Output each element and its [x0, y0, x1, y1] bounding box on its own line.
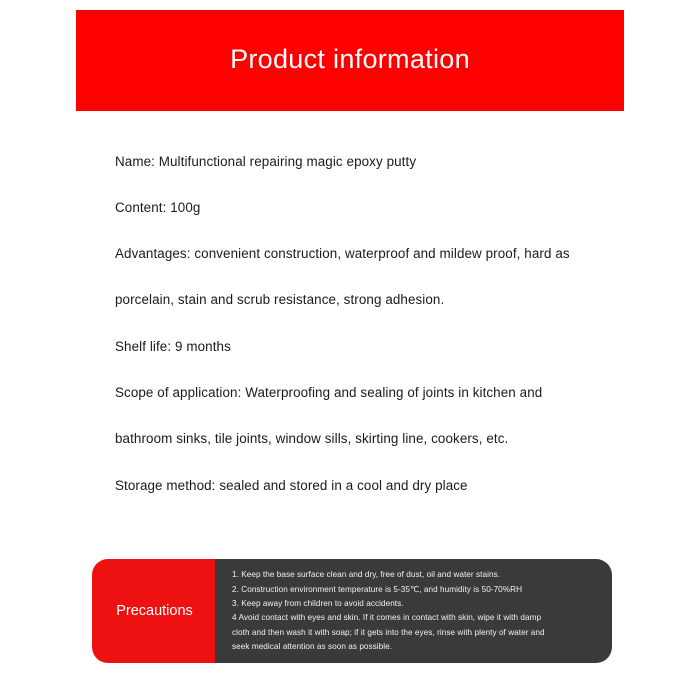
precautions-panel — [92, 559, 612, 663]
info-name-line: Name: Multifunctional repairing magic epoxy putty — [115, 154, 417, 169]
page-title: Product information — [230, 44, 470, 74]
precautions-label-box — [92, 559, 215, 663]
info-storage-line: Storage method: sealed and stored in a cool and dry place — [115, 478, 468, 493]
info-advantages-line-1: Advantages: convenient construction, waterproof and mildew proof, hard as — [115, 246, 570, 261]
info-scope-line-2: bathroom sinks, tile joints, window sills, skirting line, cookers, etc. — [115, 431, 509, 446]
precaution-item-3: 3. Keep away from children to avoid accidents. — [232, 598, 404, 608]
precaution-item-4-line-2: cloth and then wash it with soap; if it gets into the eyes, rinse with plenty of water and — [232, 627, 545, 637]
precaution-item-4-line-3: seek medical attention as soon as possible. — [232, 642, 393, 651]
info-advantages-line-2: porcelain, stain and scrub resistance, strong adhesion. — [115, 292, 445, 307]
precautions-label: Precautions — [116, 603, 193, 619]
precaution-item-1: 1. Keep the base surface clean and dry, free of dust, oil and water stains. — [232, 570, 501, 579]
info-content-line: Content: 100g — [115, 200, 201, 215]
info-scope-line-1: Scope of application: Waterproofing and sealing of joints in kitchen and — [115, 385, 543, 400]
precaution-item-4-line-1: 4 Avoid contact with eyes and skin. If it comes in contact with skin, wipe it with damp — [232, 613, 542, 623]
precautions-list — [215, 559, 612, 663]
header-banner — [76, 10, 624, 111]
precaution-item-2: 2. Construction environment temperature is 5-35℃, and humidity is 50-70%RH — [232, 585, 523, 595]
info-shelf-life-line: Shelf life: 9 months — [115, 339, 231, 354]
